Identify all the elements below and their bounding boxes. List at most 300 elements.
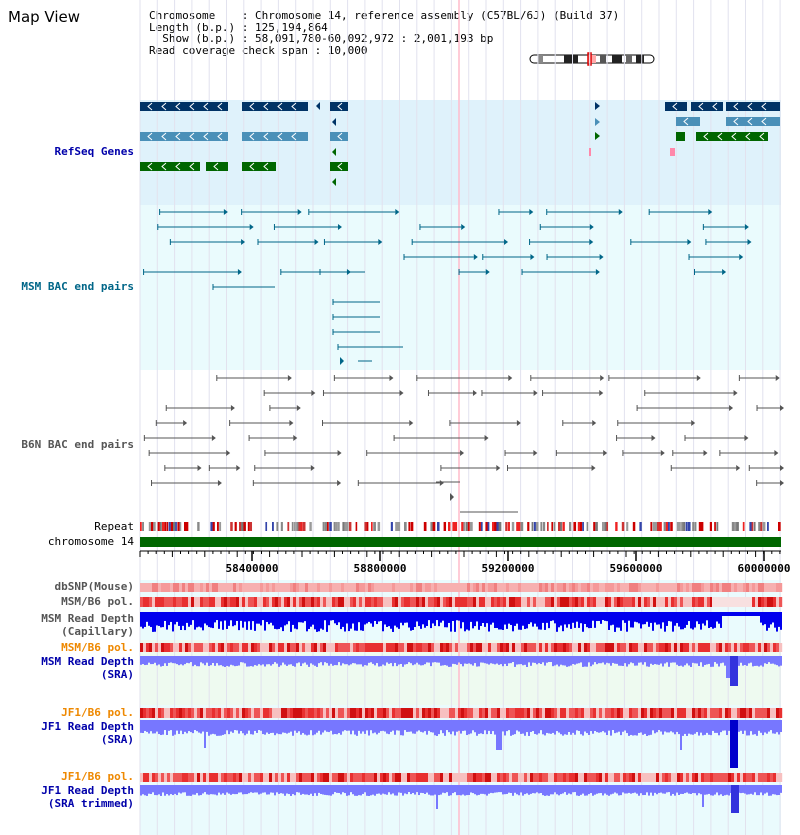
msm-depth-cap-bar bbox=[334, 612, 336, 623]
dbsnp-strip bbox=[344, 583, 347, 592]
jf1-depth-trim-bar bbox=[248, 785, 250, 793]
msm-b6-pol-strip bbox=[239, 597, 242, 607]
jf1-depth-trim-bar bbox=[486, 785, 488, 796]
msm-b6-pol-strip bbox=[500, 643, 503, 652]
msm-depth-sra-bar bbox=[344, 656, 346, 664]
msm-depth-cap-bar bbox=[764, 612, 766, 624]
dbsnp-strip bbox=[563, 583, 566, 592]
msm-b6-pol-strip bbox=[776, 597, 779, 607]
msm-b6-pol-strip bbox=[146, 597, 149, 607]
repeat-mark bbox=[470, 522, 473, 531]
jf1-depth-sra-bar bbox=[364, 720, 366, 734]
repeat-mark bbox=[276, 522, 278, 531]
msm-b6-pol-strip bbox=[485, 597, 488, 607]
msm-depth-sra-bar bbox=[156, 656, 158, 665]
jf1-depth-sra-bar bbox=[686, 720, 688, 736]
dbsnp-strip bbox=[275, 583, 278, 592]
jf1-depth-trim-bar bbox=[404, 785, 406, 793]
jf1-depth-sra-bar bbox=[352, 720, 354, 731]
jf1-depth-trim-bar bbox=[472, 785, 474, 793]
jf1-b6-pol-strip bbox=[653, 773, 656, 782]
msm-b6-pol-strip bbox=[620, 643, 623, 652]
jf1-b6-pol-strip bbox=[755, 773, 758, 782]
jf1-depth-trim-bar bbox=[158, 785, 160, 794]
jf1-depth-sra-bar bbox=[350, 720, 352, 734]
jf1-b6-pol-strip bbox=[347, 708, 350, 718]
msm-b6-pol-strip bbox=[503, 643, 506, 652]
jf1-b6-pol-strip bbox=[623, 773, 626, 782]
jf1-depth-trim-bar bbox=[332, 785, 334, 794]
jf1-b6-pol-strip bbox=[713, 708, 716, 718]
jf1-b6-pol-strip bbox=[497, 773, 500, 782]
jf1-depth-sra-bar bbox=[162, 720, 164, 735]
jf1-depth-trim-bar bbox=[534, 785, 536, 793]
msm-depth-cap-bar bbox=[378, 612, 380, 621]
repeat-mark bbox=[463, 522, 465, 531]
jf1-depth-sra-bar bbox=[190, 720, 192, 732]
jf1-depth-trim-bar bbox=[624, 785, 626, 793]
jf1-depth-trim-bar bbox=[328, 785, 330, 795]
jf1-depth-trim-bar bbox=[160, 785, 162, 796]
msm-depth-sra-bar bbox=[144, 656, 146, 665]
msm-depth-cap-bar bbox=[736, 612, 738, 616]
dbsnp-strip bbox=[257, 583, 260, 592]
msm-depth-sra-bar bbox=[286, 656, 288, 666]
dbsnp-strip bbox=[155, 583, 158, 592]
chromosome-info: Chromosome : Chromosome 14, reference assembly (C57BL/6J) (Build 37) bbox=[149, 9, 620, 22]
msm-b6-pol-strip bbox=[617, 597, 620, 607]
msm-b6-pol-strip bbox=[539, 597, 542, 607]
msm-depth-sra-bar bbox=[146, 656, 148, 665]
track-label-dbsnp[interactable]: dbSNP(Mouse) bbox=[54, 580, 134, 593]
msm-depth-sra-bar bbox=[322, 656, 324, 665]
msm-b6-pol-strip bbox=[764, 597, 767, 607]
msm-depth-cap-bar bbox=[548, 612, 550, 628]
jf1-depth-trim-bar bbox=[170, 785, 172, 794]
jf1-b6-pol-strip bbox=[527, 708, 530, 718]
jf1-depth-trim-bar bbox=[656, 785, 658, 794]
jf1-depth-trim-bar bbox=[720, 785, 722, 794]
jf1-b6-pol-strip bbox=[161, 773, 164, 782]
msm-b6-pol-strip bbox=[215, 643, 218, 652]
jf1-b6-pol-strip bbox=[491, 708, 494, 718]
msm-depth-cap-bar bbox=[766, 612, 768, 631]
jf1-depth-trim-bar bbox=[698, 785, 700, 793]
jf1-depth-trim-bar bbox=[454, 785, 456, 792]
track-label-repeat[interactable]: Repeat bbox=[94, 520, 134, 533]
msm-depth-sra-bar bbox=[172, 656, 174, 663]
track-label-msm-bac[interactable]: MSM BAC end pairs bbox=[21, 280, 134, 293]
msm-depth-sra-bar bbox=[448, 656, 450, 667]
dbsnp-strip bbox=[224, 583, 227, 592]
jf1-depth-sra-bar bbox=[742, 720, 744, 734]
msm-b6-pol-strip bbox=[695, 643, 698, 652]
track-label-b6n-bac[interactable]: B6N BAC end pairs bbox=[21, 438, 134, 451]
msm-depth-sra-bar bbox=[664, 656, 666, 663]
jf1-depth-trim-bar bbox=[622, 785, 624, 792]
jf1-depth-trim-bar bbox=[488, 785, 490, 794]
msm-b6-pol-strip bbox=[698, 597, 701, 607]
msm-depth-cap-bar bbox=[344, 612, 346, 631]
jf1-b6-pol-strip bbox=[734, 708, 737, 718]
msm-depth-cap-bar bbox=[308, 612, 310, 629]
jf1-b6-pol-strip bbox=[725, 708, 728, 718]
jf1-depth-sra-bar bbox=[344, 720, 346, 730]
msm-depth-sra-bar bbox=[746, 656, 748, 666]
b6n-bac-arrow bbox=[337, 480, 341, 486]
jf1-b6-pol-strip bbox=[170, 773, 173, 782]
jf1-b6-pol-strip bbox=[764, 708, 767, 718]
msm-depth-sra-bar bbox=[176, 656, 178, 664]
jf1-depth-sra-bar bbox=[622, 720, 624, 732]
jf1-depth-trim-bar bbox=[194, 785, 196, 795]
repeat-mark bbox=[626, 522, 628, 531]
jf1-b6-pol-strip bbox=[755, 708, 758, 718]
track-area[interactable] bbox=[140, 0, 791, 835]
msm-depth-cap-bar bbox=[626, 612, 628, 632]
jf1-b6-pol-strip bbox=[533, 708, 536, 718]
jf1-b6-pol-strip bbox=[590, 773, 593, 782]
jf1-depth-trim-bar bbox=[516, 785, 518, 794]
dbsnp-strip bbox=[680, 583, 683, 592]
msm-b6-pol-strip bbox=[518, 643, 521, 652]
track-label-jf1-depth-sra[interactable]: JF1 Read Depth bbox=[41, 720, 134, 733]
dbsnp-strip bbox=[236, 583, 239, 592]
msm-depth-cap-bar bbox=[628, 612, 630, 621]
jf1-b6-pol-strip bbox=[302, 708, 305, 718]
msm-b6-pol-strip bbox=[392, 597, 395, 607]
msm-b6-pol-strip bbox=[161, 643, 164, 652]
dbsnp-strip bbox=[341, 583, 344, 592]
jf1-depth-sra-bar bbox=[656, 720, 658, 732]
jf1-b6-pol-strip bbox=[386, 773, 389, 782]
msm-b6-pol-strip bbox=[323, 643, 326, 652]
msm-b6-pol-strip bbox=[419, 597, 422, 607]
dbsnp-strip bbox=[434, 583, 437, 592]
msm-depth-cap-bar bbox=[664, 612, 666, 632]
repeat-mark bbox=[560, 522, 562, 531]
track-label-jf1-depth-trim[interactable]: JF1 Read Depth bbox=[41, 784, 134, 797]
msm-depth-cap-bar bbox=[564, 612, 566, 624]
msm-depth-cap-bar bbox=[706, 612, 708, 620]
track-label-msm-depth-sra[interactable]: MSM Read Depth bbox=[41, 655, 134, 668]
dbsnp-strip bbox=[320, 583, 323, 592]
jf1-depth-trim-bar bbox=[714, 785, 716, 795]
msm-depth-cap-bar bbox=[346, 612, 348, 623]
jf1-depth-trim-bar bbox=[540, 785, 542, 793]
track-label-refseq[interactable]: RefSeq Genes bbox=[54, 145, 134, 158]
msm-depth-sra-bar bbox=[754, 656, 756, 666]
b6n-bac-arrow bbox=[780, 465, 784, 471]
jf1-b6-pol-strip bbox=[494, 773, 497, 782]
jf1-depth-sra-bar bbox=[224, 720, 226, 734]
msm-depth-sra-bar bbox=[406, 656, 408, 664]
jf1-depth-sra-bar bbox=[496, 720, 498, 750]
jf1-depth-sra-bar bbox=[678, 720, 680, 734]
dbsnp-strip bbox=[539, 583, 542, 592]
msm-depth-sra-bar bbox=[384, 656, 386, 666]
jf1-depth-trim-bar bbox=[186, 785, 188, 796]
msm-depth-sra-bar bbox=[290, 656, 292, 664]
msm-b6-pol-strip bbox=[686, 597, 689, 607]
msm-b6-pol-strip bbox=[647, 643, 650, 652]
jf1-depth-sra-bar bbox=[544, 720, 546, 735]
msm-b6-pol-strip bbox=[497, 643, 500, 652]
msm-depth-sra-bar bbox=[240, 656, 242, 662]
msm-depth-sra-bar bbox=[270, 656, 272, 666]
jf1-b6-pol-strip bbox=[773, 773, 776, 782]
repeat-mark bbox=[554, 522, 556, 531]
jf1-depth-trim-bar bbox=[474, 785, 476, 794]
msm-b6-pol-strip bbox=[716, 643, 719, 652]
msm-depth-sra-bar bbox=[472, 656, 474, 666]
jf1-depth-trim-bar bbox=[154, 785, 156, 795]
msm-depth-sra-bar bbox=[152, 656, 154, 664]
msm-depth-sra-bar bbox=[460, 656, 462, 664]
msm-depth-cap-bar bbox=[728, 612, 730, 616]
jf1-depth-trim-bar bbox=[226, 785, 228, 792]
msm-b6-pol-strip bbox=[326, 643, 329, 652]
jf1-b6-pol-strip bbox=[260, 773, 263, 782]
jf1-depth-sra-bar bbox=[178, 720, 180, 734]
msm-b6-pol-strip bbox=[584, 643, 587, 652]
msm-depth-sra-bar bbox=[748, 656, 750, 663]
msm-b6-pol-strip bbox=[293, 597, 296, 607]
jf1-b6-pol-strip bbox=[356, 773, 359, 782]
track-label-jf1-b6-pol-2[interactable]: JF1/B6 pol. bbox=[61, 770, 134, 783]
dbsnp-strip bbox=[755, 583, 758, 592]
jf1-b6-pol-strip bbox=[221, 708, 224, 718]
jf1-depth-sra-bar bbox=[472, 720, 474, 730]
dbsnp-strip bbox=[365, 583, 368, 592]
msm-depth-sra-bar bbox=[712, 656, 714, 667]
jf1-depth-sra-bar bbox=[416, 720, 418, 732]
msm-depth-cap-bar bbox=[438, 612, 440, 626]
msm-b6-pol-strip bbox=[701, 643, 704, 652]
jf1-b6-pol-strip bbox=[152, 708, 155, 718]
msm-depth-sra-bar bbox=[292, 656, 294, 666]
msm-b6-pol-strip bbox=[602, 597, 605, 607]
jf1-depth-trim-bar bbox=[246, 785, 248, 794]
show-range-info: Show (b.p.) : 58,091,780-60,092,972 : 2,001,193 bp bbox=[149, 32, 494, 45]
jf1-b6-pol-strip bbox=[716, 773, 719, 782]
msm-depth-cap-bar bbox=[204, 612, 206, 623]
repeat-mark bbox=[558, 522, 561, 531]
jf1-b6-pol-strip bbox=[536, 708, 539, 718]
msm-b6-pol-strip bbox=[761, 597, 764, 607]
msm-b6-pol-strip bbox=[653, 643, 656, 652]
jf1-depth-sra-bar bbox=[346, 720, 348, 731]
jf1-depth-trim-bar bbox=[346, 785, 348, 796]
jf1-b6-pol-strip bbox=[647, 708, 650, 718]
msm-b6-pol-strip bbox=[230, 643, 233, 652]
msm-depth-sra-bar bbox=[570, 656, 572, 666]
dbsnp-strip bbox=[323, 583, 326, 592]
repeat-mark bbox=[593, 522, 595, 531]
track-label-msm-b6-pol-1[interactable]: MSM/B6 pol. bbox=[61, 595, 134, 608]
msm-depth-cap-bar bbox=[504, 612, 506, 625]
msm-depth-sra-bar bbox=[470, 656, 472, 664]
jf1-depth-trim-bar bbox=[618, 785, 620, 795]
jf1-b6-pol-strip bbox=[704, 708, 707, 718]
jf1-b6-pol-strip bbox=[758, 708, 761, 718]
jf1-depth-trim-bar bbox=[140, 785, 142, 796]
dbsnp-strip bbox=[167, 583, 170, 592]
jf1-depth-sra-bar bbox=[674, 720, 676, 734]
track-label-msm-b6-pol-2[interactable]: MSM/B6 pol. bbox=[61, 641, 134, 654]
repeat-mark bbox=[734, 522, 736, 531]
jf1-b6-pol-strip bbox=[503, 773, 506, 782]
jf1-depth-sra-bar bbox=[778, 720, 780, 734]
jf1-depth-trim-bar bbox=[688, 785, 690, 794]
jf1-depth-sra-bar bbox=[546, 720, 548, 733]
msm-depth-cap-bar bbox=[508, 612, 510, 624]
jf1-depth-trim-bar bbox=[398, 785, 400, 792]
msm-b6-pol-strip bbox=[302, 643, 305, 652]
msm-depth-sra-bar bbox=[168, 656, 170, 663]
jf1-b6-pol-strip bbox=[425, 773, 428, 782]
jf1-depth-sra-bar bbox=[188, 720, 190, 731]
msm-b6-pol-strip bbox=[431, 643, 434, 652]
msm-b6-pol-strip bbox=[458, 643, 461, 652]
jf1-depth-sra-bar bbox=[710, 720, 712, 735]
jf1-depth-sra-bar bbox=[398, 720, 400, 731]
msm-depth-cap-bar bbox=[388, 612, 390, 626]
jf1-depth-sra-bar bbox=[698, 720, 700, 736]
msm-depth-sra-bar bbox=[210, 656, 212, 665]
jf1-b6-pol-strip bbox=[338, 773, 341, 782]
jf1-b6-pol-strip bbox=[242, 708, 245, 718]
msm-depth-cap-bar bbox=[704, 612, 706, 626]
jf1-b6-pol-strip bbox=[545, 773, 548, 782]
jf1-b6-pol-strip bbox=[179, 773, 182, 782]
jf1-depth-trim-bar bbox=[568, 785, 570, 793]
jf1-b6-pol-strip bbox=[530, 773, 533, 782]
jf1-b6-pol-strip bbox=[143, 708, 146, 718]
jf1-depth-trim-bar bbox=[644, 785, 646, 795]
jf1-b6-pol-strip bbox=[479, 708, 482, 718]
jf1-b6-pol-strip bbox=[254, 773, 257, 782]
msm-depth-cap-bar bbox=[602, 612, 604, 620]
jf1-depth-trim-bar bbox=[630, 785, 632, 794]
msm-b6-pol-strip bbox=[506, 643, 509, 652]
repeat-mark bbox=[397, 522, 400, 531]
jf1-b6-pol-strip bbox=[515, 708, 518, 718]
dbsnp-strip bbox=[737, 583, 740, 592]
dbsnp-strip bbox=[635, 583, 638, 592]
jf1-depth-trim-bar bbox=[642, 785, 644, 795]
track-label-jf1-b6-pol-1[interactable]: JF1/B6 pol. bbox=[61, 706, 134, 719]
msm-depth-sra-bar bbox=[706, 656, 708, 664]
jf1-depth-sra-bar bbox=[492, 720, 494, 731]
msm-depth-sra-bar bbox=[628, 656, 630, 664]
msm-depth-cap-bar bbox=[288, 612, 290, 621]
msm-b6-pol-strip bbox=[548, 597, 551, 607]
msm-depth-sra-bar bbox=[606, 656, 608, 663]
b6n-bac-arrow bbox=[338, 450, 342, 456]
jf1-depth-sra-bar bbox=[232, 720, 234, 733]
jf1-b6-pol-strip bbox=[245, 773, 248, 782]
dbsnp-strip bbox=[776, 583, 779, 592]
msm-b6-pol-strip bbox=[158, 643, 161, 652]
jf1-b6-pol-strip bbox=[497, 708, 500, 718]
msm-b6-pol-strip bbox=[635, 597, 638, 607]
dbsnp-strip bbox=[173, 583, 176, 592]
msm-depth-cap-bar bbox=[726, 612, 728, 616]
msm-depth-sra-bar bbox=[140, 656, 142, 665]
dbsnp-strip bbox=[350, 583, 353, 592]
msm-depth-sra-bar bbox=[452, 656, 454, 664]
repeat-mark bbox=[540, 522, 542, 531]
jf1-b6-pol-strip bbox=[575, 773, 578, 782]
jf1-b6-pol-strip bbox=[683, 773, 686, 782]
msm-depth-cap-bar bbox=[468, 612, 470, 630]
axis-tick-label: 59600000 bbox=[609, 562, 663, 575]
msm-depth-cap-bar bbox=[282, 612, 284, 631]
dbsnp-strip bbox=[143, 583, 146, 592]
dbsnp-strip bbox=[773, 583, 776, 592]
msm-depth-cap-bar bbox=[750, 612, 752, 616]
msm-b6-pol-strip bbox=[167, 597, 170, 607]
axis-tick-label: 58400000 bbox=[225, 562, 279, 575]
dbsnp-strip bbox=[512, 583, 515, 592]
jf1-b6-pol-strip bbox=[248, 708, 251, 718]
repeat-mark bbox=[177, 522, 180, 531]
dbsnp-strip bbox=[719, 583, 722, 592]
jf1-depth-sra-bar bbox=[696, 720, 698, 732]
msm-b6-pol-strip bbox=[509, 597, 512, 607]
jf1-b6-pol-strip bbox=[353, 708, 356, 718]
gene-block bbox=[140, 132, 228, 141]
jf1-b6-pol-strip bbox=[227, 773, 230, 782]
msm-depth-sra-bar bbox=[516, 656, 518, 665]
gene-marker bbox=[589, 148, 591, 156]
msm-b6-pol-strip bbox=[170, 643, 173, 652]
msm-b6-pol-strip bbox=[599, 643, 602, 652]
dbsnp-strip bbox=[170, 583, 173, 592]
track-label-chromosome[interactable]: chromosome 14 bbox=[47, 535, 134, 548]
jf1-depth-trim-bar bbox=[762, 785, 764, 795]
msm-depth-sra-bar bbox=[374, 656, 376, 665]
msm-depth-cap-bar bbox=[738, 612, 740, 616]
repeat-mark bbox=[281, 522, 283, 531]
jf1-b6-pol-strip bbox=[731, 773, 734, 782]
msm-b6-pol-strip bbox=[665, 643, 668, 652]
jf1-depth-trim-bar bbox=[646, 785, 648, 792]
jf1-depth-sra-bar bbox=[438, 720, 440, 734]
jf1-depth-trim-bar bbox=[670, 785, 672, 796]
msm-depth-cap-bar bbox=[780, 612, 782, 630]
jf1-depth-trim-bar bbox=[744, 785, 746, 794]
jf1-b6-pol-strip bbox=[389, 773, 392, 782]
msm-depth-cap-bar bbox=[524, 612, 526, 629]
repeat-mark bbox=[668, 522, 670, 531]
msm-depth-cap-bar bbox=[350, 612, 352, 629]
msm-depth-cap-bar bbox=[146, 612, 148, 622]
repeat-mark bbox=[309, 522, 311, 531]
msm-b6-pol-strip bbox=[236, 597, 239, 607]
jf1-b6-pol-strip bbox=[551, 708, 554, 718]
repeat-mark bbox=[404, 522, 407, 531]
jf1-b6-pol-strip bbox=[140, 708, 143, 718]
msm-depth-cap-bar bbox=[292, 612, 294, 625]
track-label-msm-depth-cap[interactable]: MSM Read Depth bbox=[41, 612, 134, 625]
jf1-depth-trim-bar bbox=[484, 785, 486, 794]
msm-b6-pol-strip bbox=[740, 643, 743, 652]
msm-b6-pol-strip bbox=[296, 597, 299, 607]
jf1-depth-trim-bar bbox=[766, 785, 768, 793]
msm-b6-pol-strip bbox=[728, 643, 731, 652]
